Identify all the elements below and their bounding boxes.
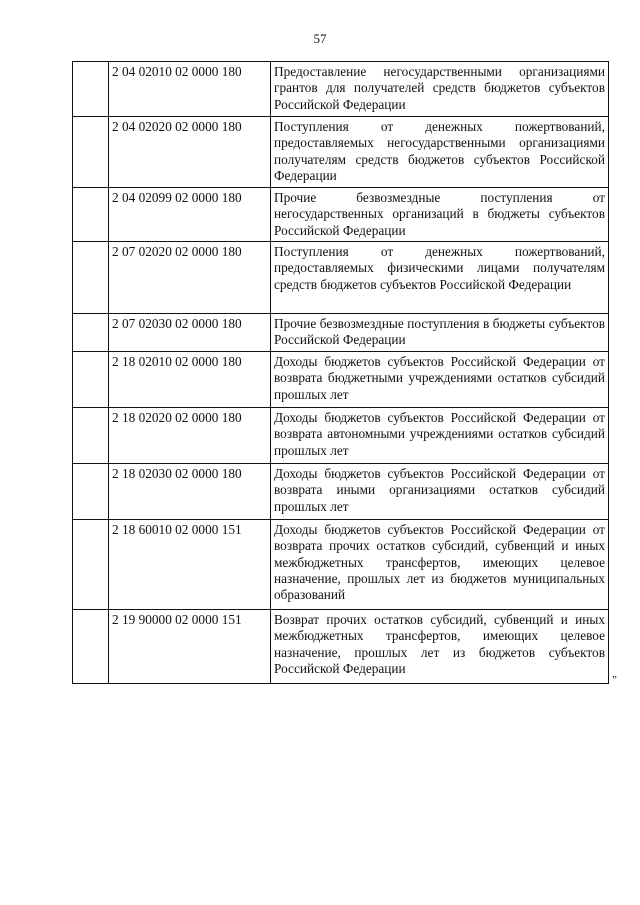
- description-cell: Прочие безвозмездные поступления от негосударственных организаций в бюджеты субъектов Российской Федерации: [271, 188, 609, 242]
- table-row: [73, 62, 609, 117]
- description-cell: Прочие безвозмездные поступления в бюджеты субъектов Российской Федерации: [271, 314, 609, 352]
- description-cell: Возврат прочих остатков субсидий, субвенций и иных межбюджетных трансфертов, имеющих целевое назначение, прошлых лет из бюджетов субъектов Российской Федерации: [271, 610, 609, 684]
- code-cell: 2 07 02030 02 0000 180: [109, 314, 271, 352]
- closing-quote-mark: ”: [612, 674, 617, 686]
- revenue-codes-table: [72, 61, 609, 684]
- code-cell: 2 18 02030 02 0000 180: [109, 464, 271, 520]
- table-row: [73, 408, 609, 464]
- blank-cell: [73, 464, 109, 520]
- code-cell: 2 19 90000 02 0000 151: [109, 610, 271, 684]
- code-cell: 2 04 02020 02 0000 180: [109, 117, 271, 188]
- table-row: [73, 188, 609, 242]
- table-row: [73, 314, 609, 352]
- blank-cell: [73, 352, 109, 408]
- description-cell: Поступления от денежных пожертвований, предоставляемых физическими лицами получателям средств бюджетов субъектов Российской Федерации: [271, 242, 609, 314]
- code-cell: 2 18 02020 02 0000 180: [109, 408, 271, 464]
- table-row: [73, 117, 609, 188]
- table-row: [73, 464, 609, 520]
- blank-cell: [73, 242, 109, 314]
- description-cell: Доходы бюджетов субъектов Российской Федерации от возврата иными организациями остатков субсидий прошлых лет: [271, 464, 609, 520]
- table-row: [73, 352, 609, 408]
- table-row: [73, 242, 609, 314]
- blank-cell: [73, 520, 109, 610]
- blank-cell: [73, 314, 109, 352]
- description-cell: Доходы бюджетов субъектов Российской Федерации от возврата прочих остатков субсидий, субвенций и иных межбюджетных трансфертов, имеющих целевое назначение, прошлых лет из бюджетов муниципальных образований: [271, 520, 609, 610]
- code-cell: 2 04 02099 02 0000 180: [109, 188, 271, 242]
- code-cell: 2 04 02010 02 0000 180: [109, 62, 271, 117]
- code-cell: 2 18 60010 02 0000 151: [109, 520, 271, 610]
- description-cell: Доходы бюджетов субъектов Российской Федерации от возврата бюджетными учреждениями остатков субсидий прошлых лет: [271, 352, 609, 408]
- blank-cell: [73, 62, 109, 117]
- description-cell: Доходы бюджетов субъектов Российской Федерации от возврата автономными учреждениями остатков субсидий прошлых лет: [271, 408, 609, 464]
- blank-cell: [73, 610, 109, 684]
- blank-cell: [73, 188, 109, 242]
- description-cell: Предоставление негосударственными организациями грантов для получателей средств бюджетов субъектов Российской Федерации: [271, 62, 609, 117]
- table-row: [73, 610, 609, 684]
- description-cell: Поступления от денежных пожертвований, предоставляемых негосударственными организациями получателям средств бюджетов субъектов Российской Федерации: [271, 117, 609, 188]
- code-cell: 2 07 02020 02 0000 180: [109, 242, 271, 314]
- code-cell: 2 18 02010 02 0000 180: [109, 352, 271, 408]
- blank-cell: [73, 117, 109, 188]
- page-number: 57: [313, 31, 327, 46]
- blank-cell: [73, 408, 109, 464]
- table-row: [73, 520, 609, 610]
